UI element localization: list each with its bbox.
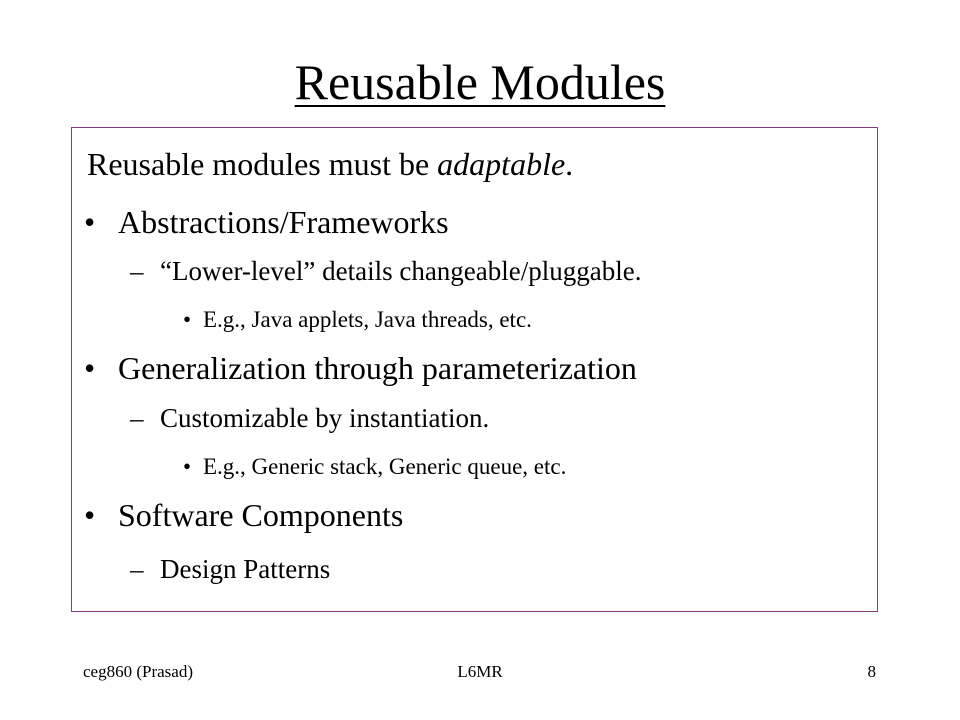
bullet-item (0, 348, 960, 388)
sub-sub-bullet-text: E.g., Java applets, Java threads, etc. (203, 307, 532, 332)
sub-bullet-text: “Lower-level” details changeable/pluggable. (160, 256, 642, 286)
sub-bullet-item (0, 401, 960, 435)
bullet-glyph: • (84, 497, 96, 533)
bullet-glyph: • (183, 454, 192, 479)
footer-lecture-id: L6MR (457, 662, 503, 681)
dash-glyph: – (130, 403, 144, 433)
bullet-item (0, 202, 960, 242)
bullet-glyph: • (84, 350, 96, 386)
sub-sub-bullet-item (0, 452, 960, 482)
bullet-item (0, 495, 960, 535)
intro-text (87, 144, 573, 184)
dash-glyph: – (130, 256, 144, 286)
slide-title: Reusable Modules (294, 54, 666, 110)
sub-bullet-item (0, 254, 960, 288)
sub-sub-bullet-item (0, 305, 960, 335)
bullet-glyph: • (183, 307, 192, 332)
sub-bullet-text: Design Patterns (160, 554, 331, 584)
intro-text-end: . (565, 146, 574, 182)
bullet-glyph: • (84, 204, 96, 240)
bullet-text: Generalization through parameterization (118, 350, 637, 386)
dash-glyph: – (130, 554, 144, 584)
bullet-text: Abstractions/Frameworks (118, 204, 449, 240)
sub-sub-bullet-text: E.g., Generic stack, Generic queue, etc. (203, 454, 567, 479)
sub-bullet-item (0, 552, 960, 586)
bullet-text: Software Components (118, 497, 404, 533)
intro-text-start: Reusable modules must be (87, 146, 438, 182)
sub-bullet-text: Customizable by instantiation. (160, 403, 490, 433)
footer-course: ceg860 (Prasad) (83, 662, 193, 681)
intro-emphasis: adaptable (437, 146, 566, 182)
footer-page-number: 8 (867, 662, 876, 681)
